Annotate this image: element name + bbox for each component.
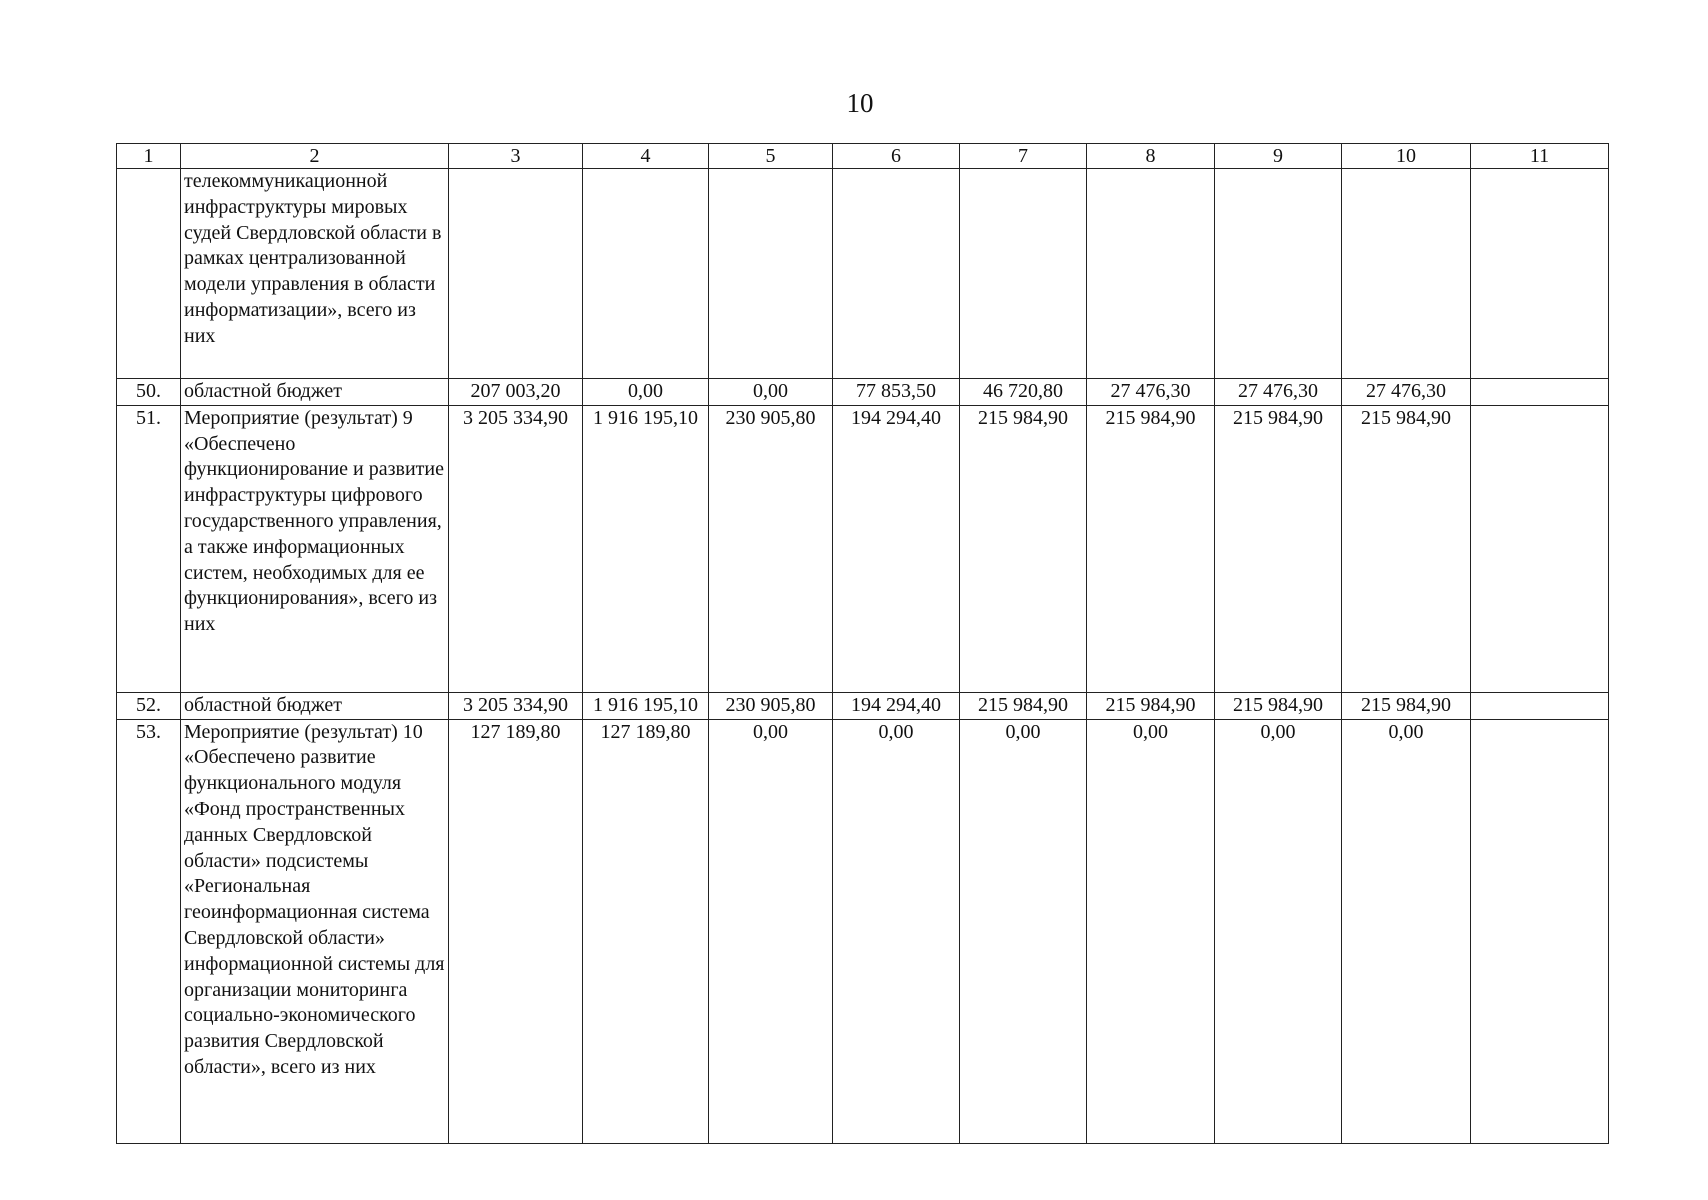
amount-cell: 0,00: [583, 379, 709, 406]
table-row: [117, 692, 1609, 719]
amount-cell: 3 205 334,90: [449, 405, 583, 692]
amount-cell: 215 984,90: [960, 405, 1087, 692]
amount-cell: [960, 169, 1087, 379]
amount-cell: 207 003,20: [449, 379, 583, 406]
amount-cell: 194 294,40: [833, 405, 960, 692]
row-description: областной бюджет: [181, 692, 449, 719]
row-description: телекоммуникационной инфраструктуры мировых судей Свердловской области в рамках централизованной модели управления в области информатизации», всего из них: [181, 169, 449, 379]
amount-cell: 1 916 195,10: [583, 405, 709, 692]
column-number: 8: [1087, 144, 1215, 169]
amount-cell: 27 476,30: [1087, 379, 1215, 406]
amount-cell: 215 984,90: [1087, 692, 1215, 719]
column-11-cell: [1471, 169, 1609, 379]
amount-cell: 0,00: [1342, 719, 1471, 1143]
amount-cell: 0,00: [709, 379, 833, 406]
amount-cell: 215 984,90: [1087, 405, 1215, 692]
column-11-cell: [1471, 379, 1609, 406]
table-row: [117, 379, 1609, 406]
amount-cell: 215 984,90: [1215, 692, 1342, 719]
column-number: 9: [1215, 144, 1342, 169]
amount-cell: 46 720,80: [960, 379, 1087, 406]
column-number-row: [117, 144, 1609, 169]
amount-cell: 0,00: [833, 719, 960, 1143]
column-number: 4: [583, 144, 709, 169]
row-number: 50.: [117, 379, 181, 406]
amount-cell: [1215, 169, 1342, 379]
column-number: 1: [117, 144, 181, 169]
column-11-cell: [1471, 692, 1609, 719]
amount-cell: [449, 169, 583, 379]
page-number: 10: [846, 88, 874, 118]
amount-cell: 127 189,80: [449, 719, 583, 1143]
amount-cell: 0,00: [960, 719, 1087, 1143]
amount-cell: 27 476,30: [1342, 379, 1471, 406]
amount-cell: 215 984,90: [1342, 405, 1471, 692]
amount-cell: 27 476,30: [1215, 379, 1342, 406]
budget-table: [116, 143, 1609, 1144]
amount-cell: [1087, 169, 1215, 379]
row-description: Мероприятие (результат) 9 «Обеспечено функционирование и развитие инфраструктуры цифрового государственного управления, а также информационных систем, необходимых для ее функционирования», всего из них: [181, 405, 449, 692]
amount-cell: 230 905,80: [709, 405, 833, 692]
column-11-cell: [1471, 719, 1609, 1143]
amount-cell: 127 189,80: [583, 719, 709, 1143]
column-number: 10: [1342, 144, 1471, 169]
amount-cell: [1342, 169, 1471, 379]
amount-cell: 3 205 334,90: [449, 692, 583, 719]
row-description: Мероприятие (результат) 10 «Обеспечено развитие функционального модуля «Фонд пространственных данных Свердловской области» подсистемы «Региональная геоинформационная система Свердловской области» информационной системы для организации мониторинга социально-экономического развития Свердловской области», всего из них: [181, 719, 449, 1143]
row-number: 53.: [117, 719, 181, 1143]
table-row: [117, 405, 1609, 692]
amount-cell: 194 294,40: [833, 692, 960, 719]
amount-cell: [709, 169, 833, 379]
amount-cell: 0,00: [709, 719, 833, 1143]
amount-cell: [583, 169, 709, 379]
column-number: 6: [833, 144, 960, 169]
amount-cell: 215 984,90: [1215, 405, 1342, 692]
column-number: 7: [960, 144, 1087, 169]
column-number: 3: [449, 144, 583, 169]
row-number: 52.: [117, 692, 181, 719]
amount-cell: 77 853,50: [833, 379, 960, 406]
amount-cell: 215 984,90: [960, 692, 1087, 719]
row-number: [117, 169, 181, 379]
amount-cell: 0,00: [1087, 719, 1215, 1143]
row-number: 51.: [117, 405, 181, 692]
amount-cell: 215 984,90: [1342, 692, 1471, 719]
amount-cell: 230 905,80: [709, 692, 833, 719]
table-row: [117, 169, 1609, 379]
row-description: областной бюджет: [181, 379, 449, 406]
column-number: 5: [709, 144, 833, 169]
amount-cell: 1 916 195,10: [583, 692, 709, 719]
table-row: [117, 719, 1609, 1143]
amount-cell: 0,00: [1215, 719, 1342, 1143]
amount-cell: [833, 169, 960, 379]
column-11-cell: [1471, 405, 1609, 692]
column-number: 11: [1471, 144, 1609, 169]
column-number: 2: [181, 144, 449, 169]
